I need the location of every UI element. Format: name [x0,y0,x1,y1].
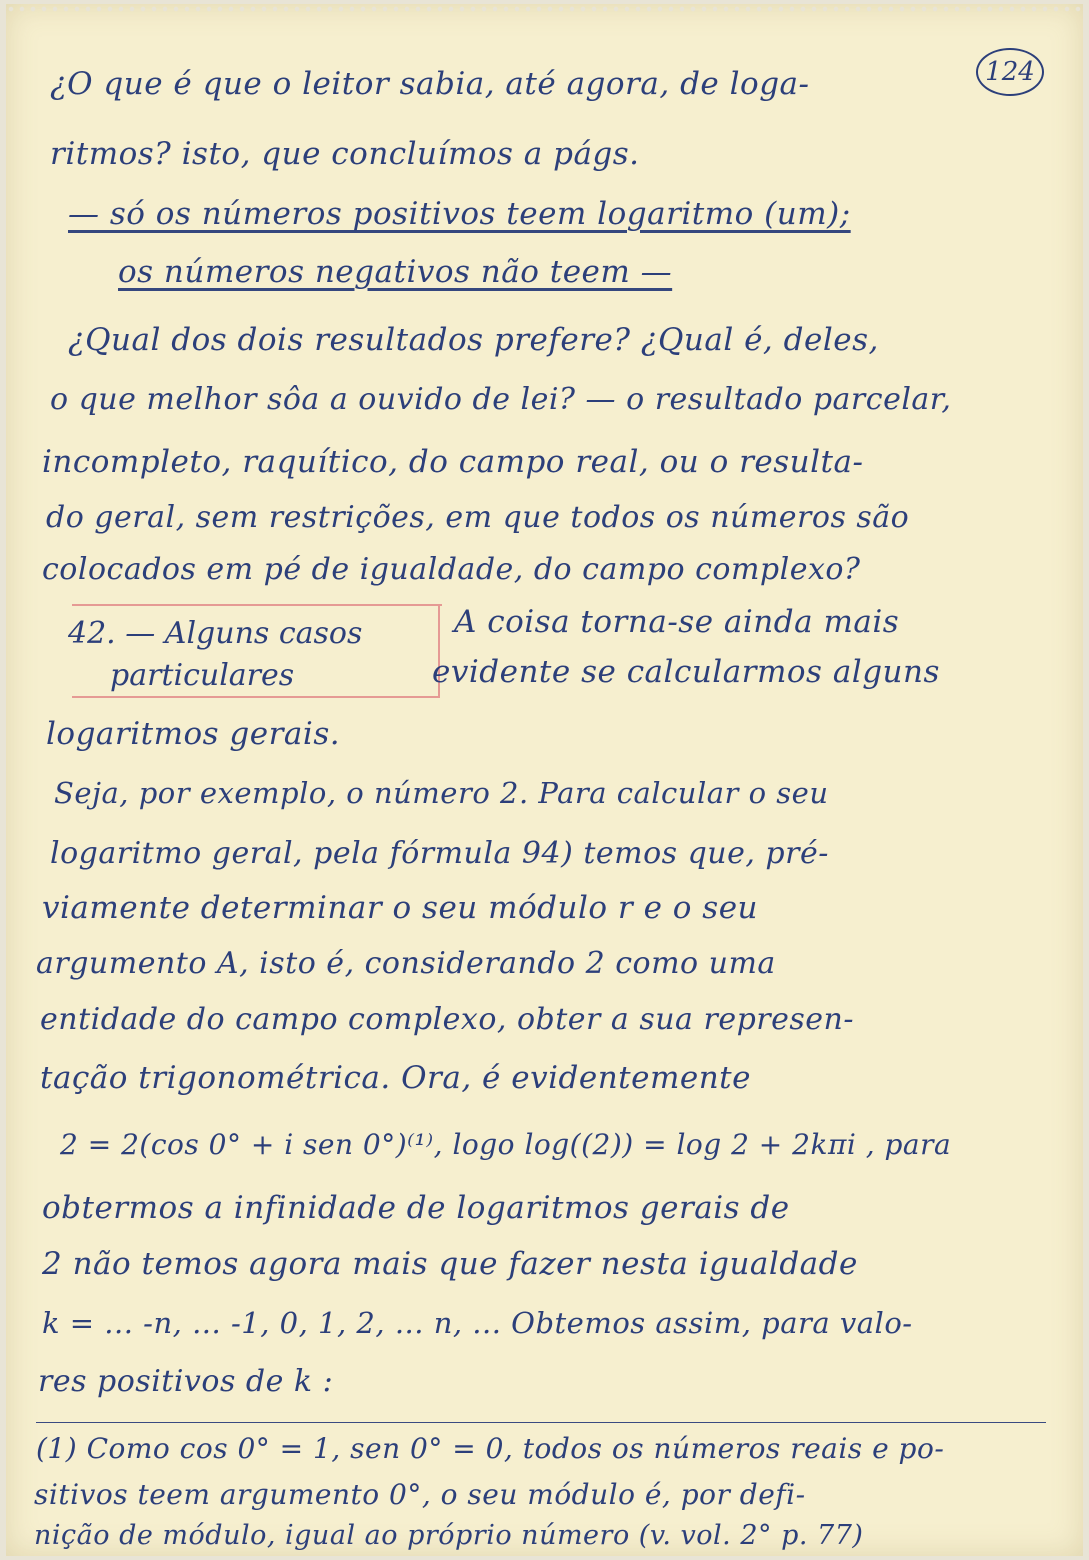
text-line: argumento A, isto é, considerando 2 como uma [36,946,776,981]
text-line: evidente se calcularmos alguns [432,654,940,690]
text-line-underlined: os números negativos não teem — [118,254,673,290]
text-line: entidade do campo complexo, obter a sua represen- [40,1002,854,1037]
text-line: k = ... -n, ... -1, 0, 1, 2, ... n, ... Obtemos assim, para valo- [42,1306,913,1340]
text-line: ¿Qual dos dois resultados prefere? ¿Qual é, deles, [68,322,879,358]
text-line: viamente determinar o seu módulo r e o seu [42,890,759,926]
text-line: colocados em pé de igualdade, do campo complexo? [42,552,861,587]
text-line: A coisa torna-se ainda mais [454,604,900,640]
text-line: logaritmo geral, pela fórmula 94) temos que, pré- [50,836,829,871]
text-line: ritmos? isto, que concluímos a págs. [50,136,640,172]
notebook-page [6,4,1083,1556]
text-line: res positivos de k : [38,1364,334,1399]
text-line: obtermos a infinidade de logaritmos gerais de [42,1190,790,1226]
text-line: o que melhor sôa a ouvido de lei? — o resultado parcelar, [50,382,952,417]
text-line: Seja, por exemplo, o número 2. Para calcular o seu [54,776,829,810]
section-heading-line2: particulares [110,658,295,693]
text-line-underlined: — só os números positivos teem logaritmo (um); [68,196,851,232]
text-line: logaritmos gerais. [46,716,341,752]
text-line: do geral, sem restrições, em que todos os números são [46,500,910,535]
text-line: tação trigonométrica. Ora, é evidentemente [40,1060,751,1096]
text-line: 2 não temos agora mais que fazer nesta igualdade [42,1246,858,1282]
text-line: incompleto, raquítico, do campo real, ou o resulta- [42,444,864,480]
footnote-separator [36,1422,1046,1423]
footnote-line: nição de módulo, igual ao próprio número (v. vol. 2° p. 77) [34,1520,864,1551]
perforated-edge [6,4,1083,18]
page-number: 124 [976,48,1044,96]
footnote-line: (1) Como cos 0° = 1, sen 0° = 0, todos os números reais e po- [36,1432,945,1465]
math-equation-line: 2 = 2(cos 0° + i sen 0°)⁽¹⁾, logo log((2)) = log 2 + 2kπi , para [60,1128,952,1161]
section-heading-line1: 42. — Alguns casos [68,616,363,651]
footnote-line: sitivos teem argumento 0°, o seu módulo é, por defi- [34,1478,806,1511]
text-line: ¿O que é que o leitor sabia, até agora, de loga- [50,66,810,102]
